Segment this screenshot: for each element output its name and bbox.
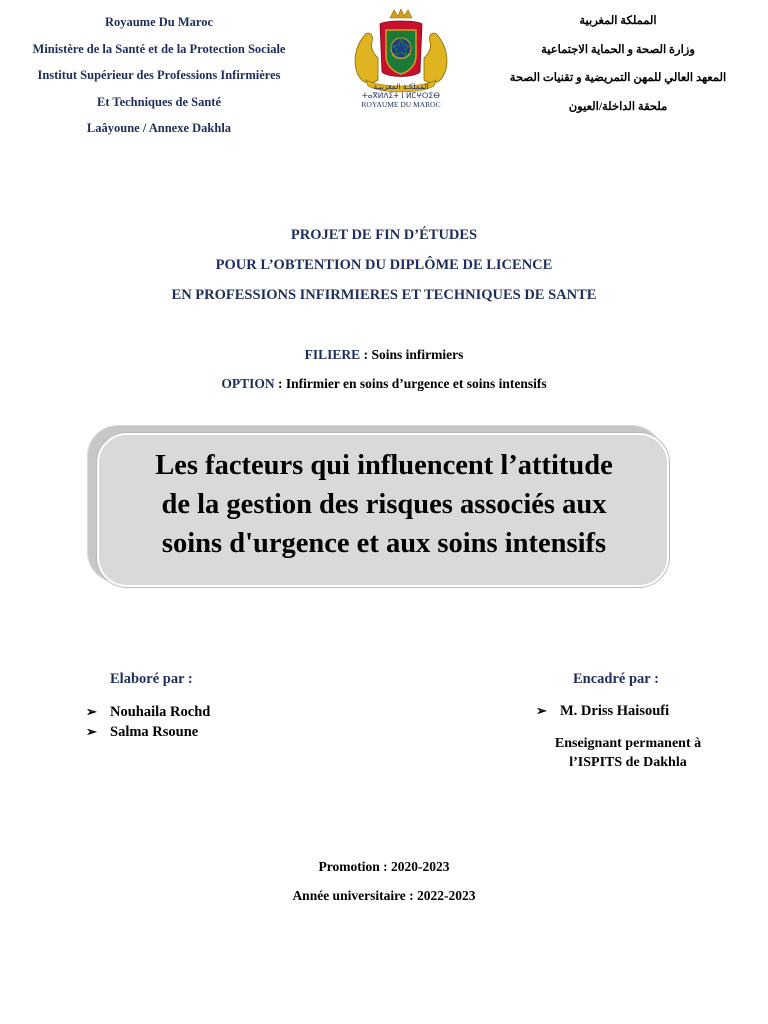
project-heading	[84, 226, 684, 316]
list-item	[86, 723, 210, 743]
title-line-3: soins d'urgence et aux soins intensifs	[161, 528, 607, 559]
academic-year-line: Année universitaire : 2022-2023	[292, 888, 476, 903]
header-ar-line-ministry: وزارة الصحة و الحماية الاجتماعية	[541, 43, 695, 56]
supervisor	[536, 703, 669, 720]
filiere-line	[84, 346, 684, 375]
author-name: Salma Rsoune	[110, 723, 199, 740]
option-line	[84, 375, 684, 404]
list-item	[86, 703, 210, 723]
header-ar-line-annex: ملحقة الداخلة/العيون	[568, 100, 668, 113]
emblem-caption: ROYAUME DU MAROC	[361, 100, 441, 109]
supervisor-role-line-2: l’ISPITS de Dakhla	[569, 755, 687, 770]
project-line-1: PROJET DE FIN D’ÉTUDES	[290, 227, 478, 243]
project-line-3: EN PROFESSIONS INFIRMIERES ET TECHNIQUES DE SANTE	[171, 287, 597, 303]
arrow-bullet-icon: ➢	[536, 703, 547, 718]
filiere-value: : Soins infirmiers	[360, 347, 464, 362]
authors-list	[86, 703, 210, 742]
moroccan-coat-of-arms-logo	[346, 8, 456, 112]
thesis-title	[110, 446, 658, 563]
program-info	[84, 346, 684, 404]
arrow-bullet-icon: ➢	[86, 723, 97, 739]
supervisor-name: M. Driss Haisoufi	[560, 703, 670, 719]
header-line-location: Laâyoune / Annexe Dakhla	[86, 121, 232, 135]
author-name: Nouhaila Rochd	[110, 704, 211, 720]
header-ar-line-institute: المعهد العالي للمهن التمريضية و تقنيات الصحة	[509, 72, 727, 84]
emblem-arabic-text: المملكـة المغربيـة	[373, 82, 429, 91]
header-ar-line-kingdom: المملكة المغربية	[579, 15, 657, 27]
supervisor-role-line-1: Enseignant permanent à	[554, 736, 702, 751]
institution-header-french	[20, 14, 298, 147]
emblem-tifinagh-text: ⵜⴰⴳⵍⴷⵉⵜ ⵏ ⵍⵎⵖⵔⵉⴱ	[362, 91, 440, 100]
header-line-ministry: Ministère de la Santé et de la Protection Sociale	[32, 41, 286, 56]
promotion-info	[184, 858, 584, 916]
arrow-bullet-icon: ➢	[86, 704, 97, 719]
project-line-2: POUR L’OBTENTION DU DIPLÔME DE LICENCE	[215, 257, 553, 273]
option-value: : Infirmier en soins d’urgence et soins intensifs	[274, 376, 547, 391]
prepared-by-label: Elaboré par :	[110, 671, 193, 687]
title-line-2: de la gestion des risques associés aux	[161, 489, 607, 520]
institution-header-arabic	[508, 12, 728, 126]
supervised-by-label: Encadré par :	[573, 671, 659, 687]
header-line-institute: Institut Supérieur des Professions Infirmières	[37, 68, 281, 82]
promotion-line: Promotion : 2020-2023	[318, 859, 450, 874]
supervisor-role	[528, 734, 728, 772]
header-line-kingdom: Royaume Du Maroc	[104, 15, 214, 29]
title-line-1: Les facteurs qui influencent l’attitude	[155, 450, 613, 481]
header-line-institute-2: Et Techniques de Santé	[97, 94, 221, 109]
filiere-label: FILIERE	[304, 347, 361, 362]
option-label: OPTION	[221, 376, 275, 391]
